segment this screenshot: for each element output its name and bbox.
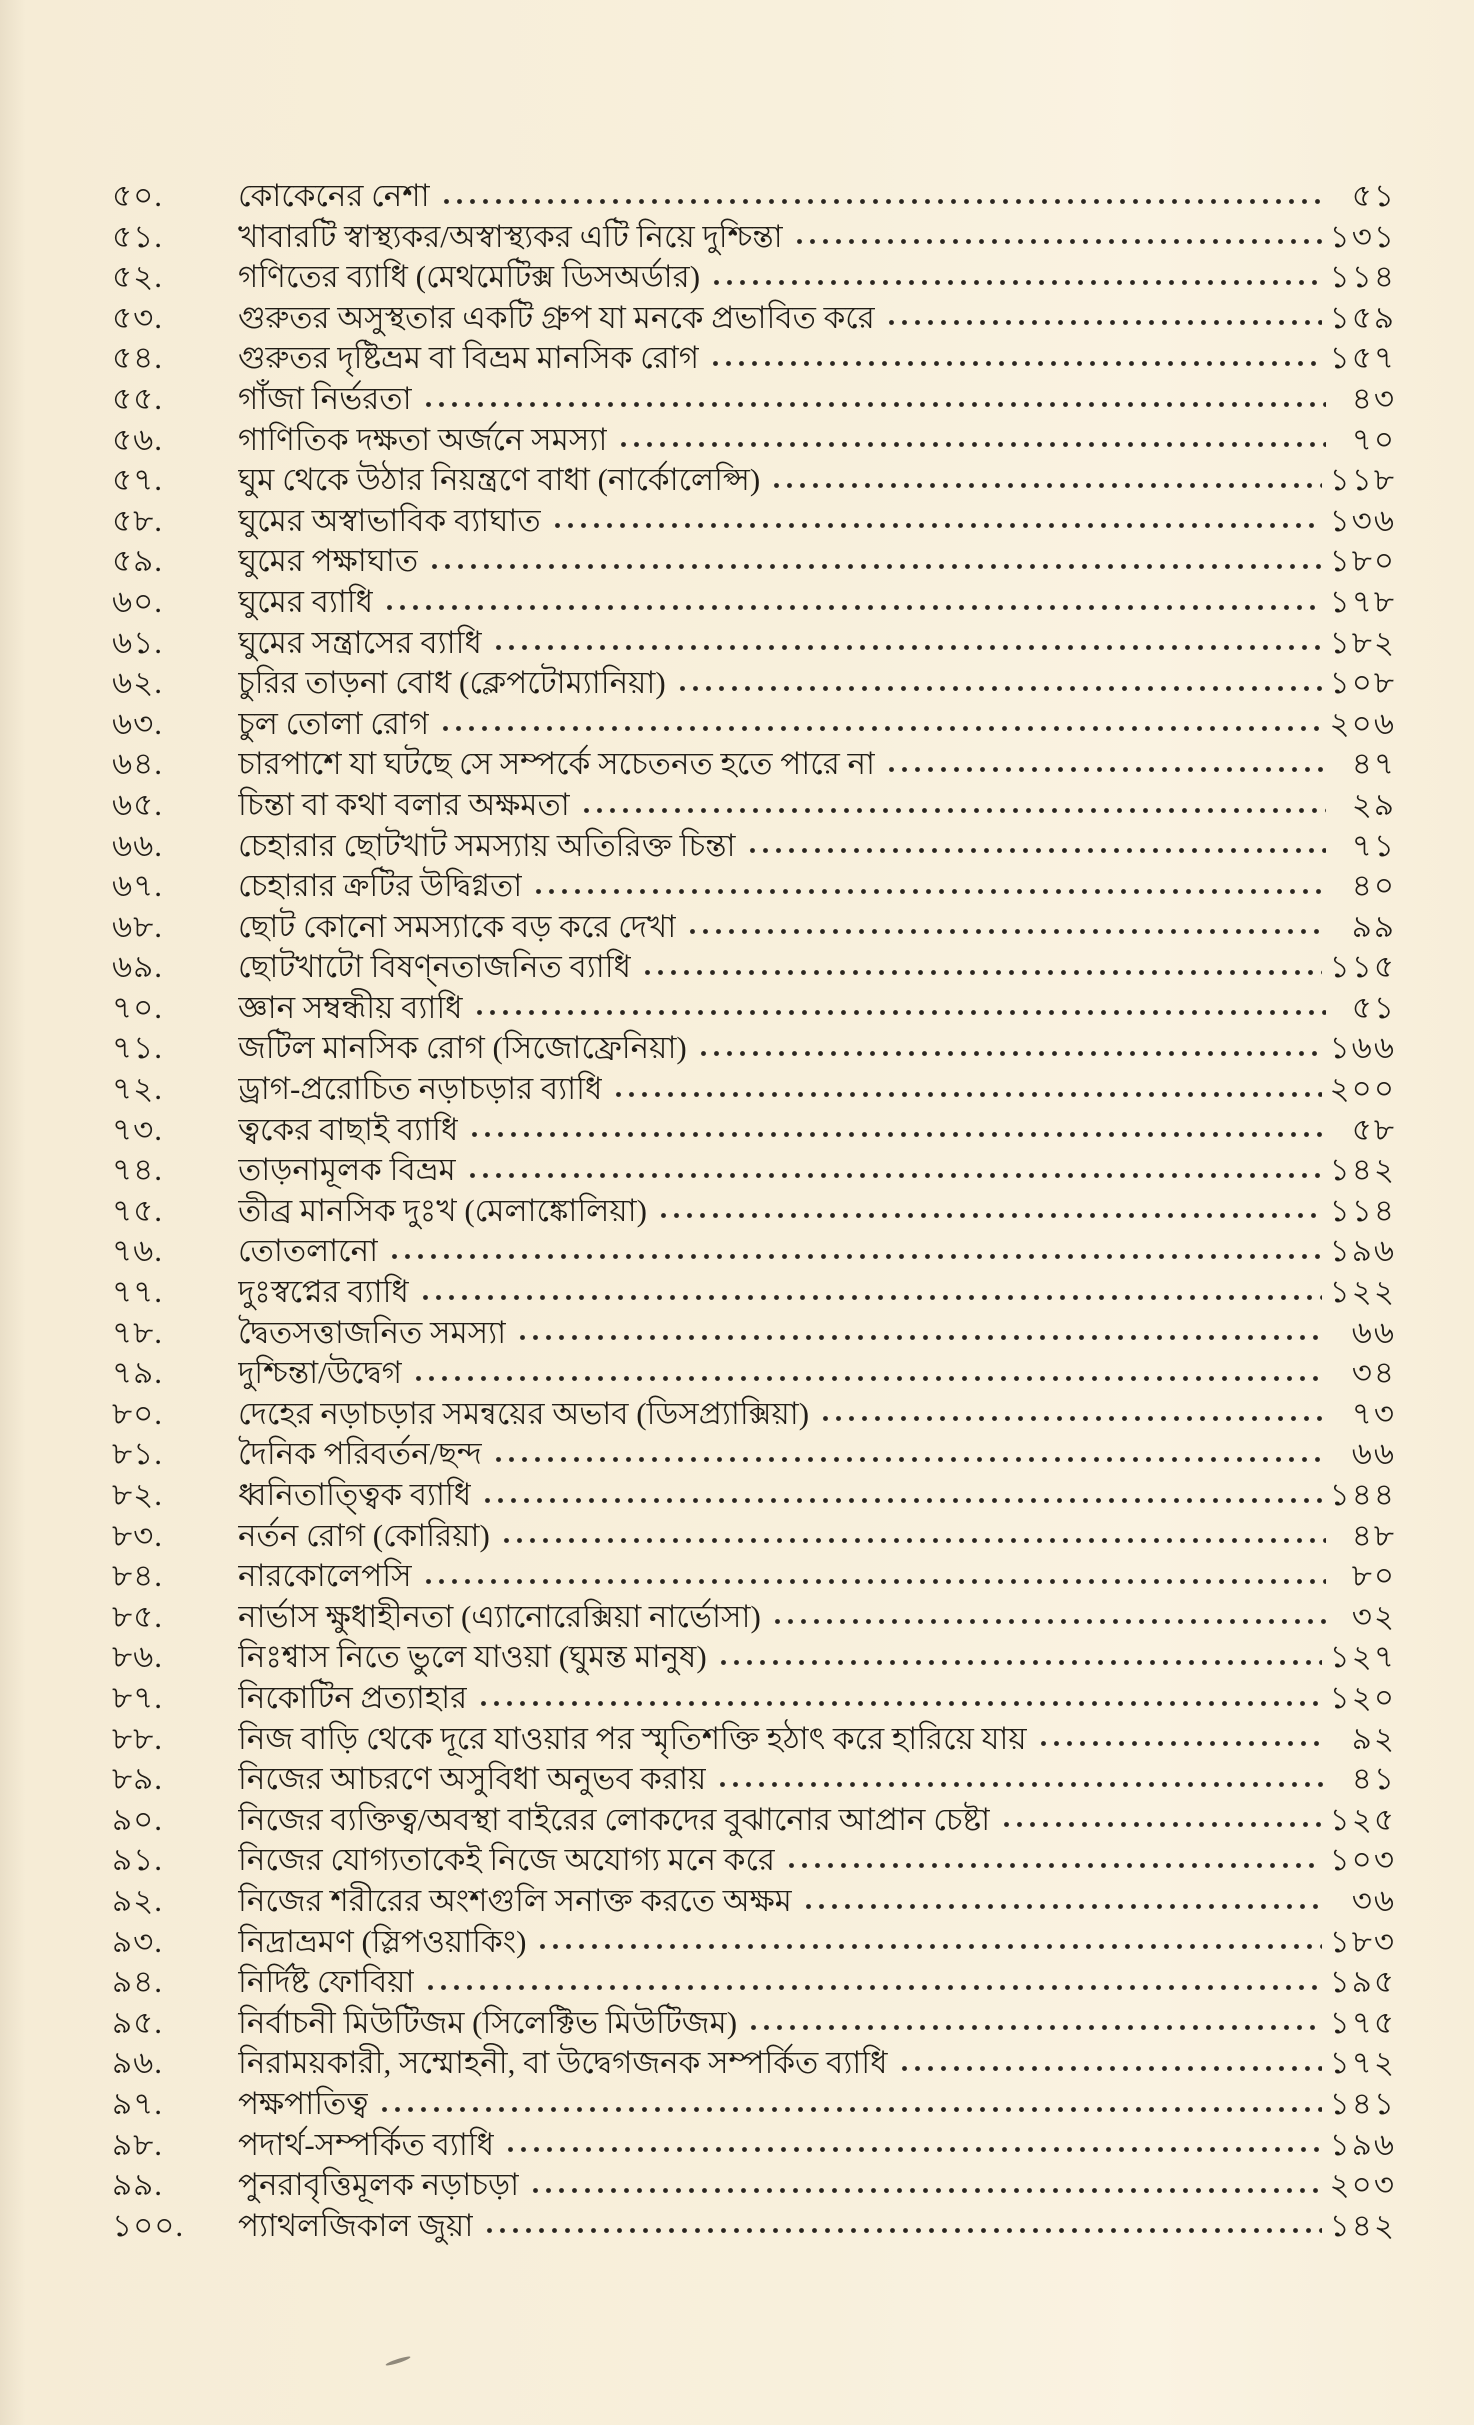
toc-entry: [112, 217, 1396, 258]
toc-entry-title: নিরাময়কারী, সম্মোহনী, বা উদ্বেগজনক সম্পর্কিত ব্যাধি: [238, 2045, 888, 2081]
toc-entry: [112, 704, 1396, 745]
toc-entry-title: নিকোটিন প্রত্যাহার: [238, 1679, 468, 1715]
toc-entry-serial: ৬৫.: [112, 786, 164, 822]
toc-entry-serial: ৭৭.: [112, 1274, 164, 1310]
dot-leader: [717, 1647, 1322, 1678]
toc-entry-serial: ৮৬.: [112, 1639, 164, 1675]
toc-entry-serial: ৭১.: [112, 1030, 164, 1066]
dot-leader: [716, 1769, 1326, 1800]
toc-entry-page-number: ১৪২: [1329, 2207, 1396, 2243]
dot-leader: [802, 1891, 1326, 1922]
toc-entry-serial: ৭৬.: [112, 1233, 164, 1269]
toc-entry: [112, 1556, 1396, 1597]
toc-entry-title: চুল তোলা রোগ: [238, 705, 430, 741]
toc-entry-title: চেহারার ছোটখাট সমস্যায় অতিরিক্ত চিন্তা: [238, 827, 736, 863]
toc-entry-serial: ৬৬.: [112, 827, 164, 863]
toc-entry: [112, 1394, 1396, 1435]
toc-entry: [112, 1759, 1396, 1800]
toc-entry: [112, 2084, 1396, 2125]
toc-entry-serial: ৭৩.: [112, 1111, 164, 1147]
toc-entry-serial: ৯১.: [112, 1842, 163, 1878]
toc-entry-serial: ৯৫.: [112, 2004, 163, 2040]
toc-entry-page-number: ৪৮: [1351, 1517, 1396, 1553]
toc-entry-page-number: ১৭২: [1329, 2045, 1396, 2081]
toc-entry: [112, 420, 1396, 461]
toc-entry-title: কোকেনের নেশা: [238, 178, 430, 213]
dot-leader: [378, 2094, 1321, 2125]
toc-entry-serial: ৫৭.: [112, 462, 164, 498]
toc-entry-page-number: ২০০: [1329, 1071, 1396, 1107]
toc-entry-serial: ৮৮.: [112, 1720, 163, 1756]
toc-entry: [112, 1516, 1396, 1557]
toc-entry-title: তোতলানো: [238, 1233, 379, 1269]
toc-entry-title: নিজের ব্যক্তিত্ব/অবস্থা বাইরের লোকদের বুঝানোর আপ্রান চেষ্টা: [238, 1801, 991, 1837]
dot-leader: [424, 1972, 1321, 2003]
toc-entry: [112, 785, 1396, 826]
toc-entry: [112, 1434, 1396, 1475]
dot-leader: [709, 348, 1322, 379]
toc-entry-title: নিদ্রাভ্রমণ (স্লিপওয়াকিং): [238, 1923, 527, 1959]
toc-entry-title: দেহের নড়াচড়ার সমন্বয়ের অভাব (ডিসপ্র্যাক্সিয়া): [238, 1395, 810, 1431]
toc-entry-page-number: ১৯৬: [1329, 1233, 1396, 1269]
toc-entry-title: গাণিতিক দক্ষতা অর্জনে সমস্যা: [238, 421, 608, 457]
toc-entry-title: নার্ভাস ক্ষুধাহীনতা (এ্যানোরেক্সিয়া নার্ভোসা): [238, 1598, 761, 1634]
dot-leader: [819, 1403, 1326, 1434]
toc-entry-page-number: ১৫৭: [1329, 340, 1396, 376]
toc-entry: [112, 1962, 1396, 2003]
dot-leader: [536, 1931, 1321, 1962]
toc-entry-serial: ৯৮.: [112, 2126, 163, 2162]
toc-entry-page-number: ১৪২: [1329, 1152, 1396, 1188]
toc-entry-title: দ্বৈতসত্তাজনিত সমস্যা: [238, 1314, 507, 1350]
toc-entry-title: গুরুতর অসুস্থতার একটি গ্রুপ যা মনকে প্রভাবিত করে: [238, 299, 875, 335]
toc-entry: [112, 582, 1396, 623]
dot-leader: [551, 510, 1322, 541]
dot-leader: [793, 226, 1322, 257]
toc-entry-serial: ৯৯.: [112, 2167, 163, 2203]
dot-leader: [428, 551, 1321, 582]
toc-entry-page-number: ৪০: [1351, 868, 1396, 904]
dot-leader: [422, 1566, 1326, 1597]
toc-entry-serial: ৬০.: [112, 583, 164, 619]
scan-smudge-mark: [385, 2355, 411, 2367]
dot-leader: [770, 470, 1321, 501]
toc-entry: [112, 2206, 1396, 2247]
toc-entry-page-number: ২৯: [1351, 786, 1396, 822]
toc-entry-page-number: ১৭৫: [1329, 2004, 1396, 2040]
toc-entry-page-number: ১৩১: [1329, 218, 1396, 254]
toc-entry-serial: ৬৩.: [112, 705, 164, 741]
toc-entry-page-number: ৩২: [1351, 1598, 1396, 1634]
toc-entry-title: নির্বাচনী মিউটিজম (সিলেক্টিভ মিউটিজম): [238, 2004, 738, 2040]
toc-entry-title: ঘুমের ব্যাধি: [238, 583, 374, 619]
toc-entry: [112, 1150, 1396, 1191]
toc-entry: [112, 2003, 1396, 2044]
toc-entry-serial: ৬২.: [112, 665, 164, 701]
toc-entry: [112, 338, 1396, 379]
toc-entry: [112, 2125, 1396, 2166]
toc-entry-serial: ৫২.: [112, 259, 164, 295]
toc-entry-page-number: ১৮৩: [1329, 1923, 1396, 1959]
toc-entry-serial: ১০০.: [112, 2207, 185, 2243]
toc-entry-page-number: ১৯৫: [1329, 1964, 1396, 2000]
toc-entry-title: ঘুমের পক্ষাঘাত: [238, 543, 419, 579]
toc-entry-serial: ৬৯.: [112, 949, 164, 985]
toc-entry-serial: ৫৪.: [112, 340, 163, 376]
toc-entry-serial: ৫৬.: [112, 421, 164, 457]
toc-entry: [112, 379, 1396, 420]
toc-entry-serial: ৫৩.: [112, 299, 164, 335]
toc-entry-page-number: ৬৬: [1351, 1314, 1396, 1350]
toc-entry-page-number: ১১৪: [1329, 1192, 1396, 1228]
toc-entry-title: ছোটখাটো বিষণ্নতাজনিত ব্যাধি: [238, 949, 631, 985]
dot-leader: [746, 835, 1326, 866]
dot-leader: [641, 957, 1322, 988]
toc-entry-page-number: ১৮২: [1329, 624, 1396, 660]
dot-leader: [483, 2215, 1321, 2246]
toc-entry-page-number: ৬৬: [1351, 1436, 1396, 1472]
toc-entry-page-number: ১১৮: [1329, 462, 1396, 498]
toc-entry: [112, 1353, 1396, 1394]
toc-entry: [112, 1231, 1396, 1272]
dot-leader: [412, 1363, 1326, 1394]
toc-entry-page-number: ৯৯: [1351, 908, 1396, 944]
toc-entry-serial: ৭০.: [112, 989, 164, 1025]
toc-entry-page-number: ৭৩: [1351, 1395, 1396, 1431]
toc-entry-page-number: ১৭৮: [1329, 583, 1396, 619]
toc-entry-title: নর্তন রোগ (কোরিয়া): [238, 1517, 490, 1553]
toc-entry-page-number: ১৬৬: [1329, 1030, 1396, 1066]
toc-entry: [112, 1597, 1396, 1638]
toc-entry: [112, 460, 1396, 501]
dot-leader: [580, 795, 1326, 826]
toc-entry-page-number: ১১৪: [1329, 259, 1396, 295]
toc-entry: [112, 663, 1396, 704]
toc-entry-title: খাবারটি স্বাস্থ্যকর/অস্বাস্থ্যকর এটি নিয়ে দুশ্চিন্তা: [238, 218, 783, 254]
toc-entry-page-number: ১৮০: [1329, 543, 1396, 579]
toc-entry-page-number: ৫৮: [1351, 1111, 1396, 1147]
toc-entry-title: নিঃশ্বাস নিতে ভুলে যাওয়া (ঘুমন্ত মানুষ): [238, 1639, 707, 1675]
toc-entry: [112, 1678, 1396, 1719]
toc-entry-title: পদার্থ-সম্পর্কিত ব্যাধি: [238, 2126, 495, 2162]
toc-entry-serial: ৯৩.: [112, 1923, 164, 1959]
dot-leader: [885, 754, 1326, 785]
toc-entry: [112, 1069, 1396, 1110]
dot-leader: [771, 1606, 1326, 1637]
toc-entry-page-number: ৫১: [1351, 989, 1396, 1025]
toc-entry-title: ছোট কোনো সমস্যাকে বড় করে দেখা: [238, 908, 677, 944]
dot-leader: [468, 1119, 1326, 1150]
toc-entry-serial: ৮৩.: [112, 1517, 164, 1553]
toc-entry-title: চুরির তাড়না বোধ (ক্লেপটোম্যানিয়া): [238, 665, 666, 701]
toc-entry-title: গাঁজা নির্ভরতা: [238, 380, 412, 416]
toc-entry-serial: ৮৪.: [112, 1558, 163, 1594]
toc-entry-title: নারকোলেপসি: [238, 1558, 412, 1594]
toc-entry: [112, 947, 1396, 988]
toc-entry-title: চেহারার ক্রটির উদ্বিগ্নতা: [238, 868, 523, 904]
toc-entry-serial: ৮৫.: [112, 1598, 163, 1634]
toc-entry-page-number: ২০৬: [1329, 705, 1396, 741]
dot-leader: [617, 429, 1326, 460]
toc-entry-page-number: ১২৭: [1329, 1639, 1396, 1675]
dot-leader: [885, 307, 1322, 338]
dot-leader: [388, 1241, 1321, 1272]
scan-edge-shadow: [0, 0, 26, 2425]
dot-leader: [686, 916, 1326, 947]
dot-leader: [481, 1485, 1321, 1516]
toc-entry-page-number: ৯২: [1351, 1720, 1396, 1756]
toc-entry-title: তীব্র মানসিক দুঃখ (মেলাঙ্কোলিয়া): [238, 1192, 647, 1228]
dot-leader: [439, 713, 1321, 744]
toc-entry-serial: ৫৯.: [112, 543, 163, 579]
toc-entry-page-number: ১৯৬: [1329, 2126, 1396, 2162]
toc-entry-serial: ৯৪.: [112, 1964, 163, 2000]
toc-entry-title: ঘুমের অস্বাভাবিক ব্যাঘাত: [238, 502, 541, 538]
toc-entry-page-number: ১২২: [1329, 1274, 1396, 1310]
toc-entry-serial: ৬১.: [112, 624, 164, 660]
toc-entry-title: নিজ বাড়ি থেকে দূরে যাওয়ার পর স্মৃতিশক্তি হঠাৎ করে হারিয়ে যায়: [238, 1720, 1027, 1756]
toc-entry-page-number: ৪৩: [1351, 380, 1396, 416]
toc-entry-serial: ৭৪.: [112, 1152, 164, 1188]
toc-entry: [112, 623, 1396, 664]
toc-entry: [112, 1272, 1396, 1313]
toc-entry: [112, 257, 1396, 298]
toc-entry-serial: ৯২.: [112, 1882, 164, 1918]
toc-entry-page-number: ৩৬: [1351, 1882, 1396, 1918]
toc-entry: [112, 1313, 1396, 1354]
toc-entry-serial: ৫০.: [112, 178, 164, 213]
toc-entry-page-number: ১৩৬: [1329, 502, 1396, 538]
toc-entry-title: নির্দিষ্ট ফোবিয়া: [238, 1964, 415, 2000]
toc-entry: [112, 907, 1396, 948]
toc-entry-title: নিজের আচরণে অসুবিধা অনুভব করায়: [238, 1761, 707, 1797]
toc-entry-serial: ৯০.: [112, 1801, 164, 1837]
toc-entry-title: ত্বকের বাছাই ব্যাধি: [238, 1111, 459, 1147]
toc-entry-title: ধ্বনিতাত্ত্বিক ব্যাধি: [238, 1477, 472, 1512]
toc-entry: [112, 1110, 1396, 1151]
toc-entry-serial: ৬৪.: [112, 746, 164, 782]
toc-entry-serial: ৯৬.: [112, 2045, 164, 2081]
dot-leader: [422, 389, 1326, 420]
toc-entry-serial: ৭২.: [112, 1071, 164, 1107]
toc-entry: [112, 988, 1396, 1029]
dot-leader: [697, 1038, 1322, 1069]
toc-entry-page-number: ১০৩: [1329, 1842, 1396, 1878]
toc-entry-title: দুঃস্বপ্নের ব্যাধি: [238, 1274, 409, 1310]
toc-entry-title: প্যাথলজিকাল জুয়া: [238, 2207, 474, 2243]
dot-leader: [440, 186, 1326, 217]
dot-leader: [785, 1850, 1322, 1881]
toc-entry-serial: ৫৮.: [112, 502, 163, 538]
toc-entry-page-number: ২০৩: [1329, 2167, 1396, 2203]
toc-entry-page-number: ৩৪: [1351, 1355, 1396, 1391]
toc-entry-page-number: ৪৭: [1351, 746, 1396, 782]
toc-entry-page-number: ১৪১: [1329, 2085, 1396, 2121]
dot-leader: [492, 632, 1322, 663]
toc-entry-title: দুশ্চিন্তা/উদ্বেগ: [238, 1355, 403, 1391]
toc-entry-page-number: ১৫৯: [1329, 299, 1396, 335]
dot-leader: [492, 1444, 1326, 1475]
toc-entry-title: ঘুম থেকে উঠার নিয়ন্ত্রণে বাধা (নার্কোলেপ্সি): [238, 462, 761, 498]
toc-entry-title: জটিল মানসিক রোগ (সিজোফ্রেনিয়া): [238, 1030, 687, 1066]
toc-entry-page-number: ১১৫: [1329, 949, 1396, 985]
dot-leader: [1000, 1809, 1322, 1840]
dot-leader: [477, 1688, 1321, 1719]
toc-entry: [112, 1922, 1396, 1963]
toc-entry: [112, 2043, 1396, 2084]
toc-entry: [112, 826, 1396, 867]
toc-entry-serial: ৮২.: [112, 1477, 164, 1512]
toc-entry-page-number: ৭১: [1351, 827, 1396, 863]
toc-entry-page-number: ৮০: [1351, 1558, 1396, 1594]
toc-entry-serial: ৬৭.: [112, 868, 164, 904]
dot-leader: [466, 1160, 1322, 1191]
toc-entry: [112, 866, 1396, 907]
toc-entry-title: গণিতের ব্যাধি (মেথমেটিক্স ডিসঅর্ডার): [238, 259, 701, 295]
toc-entry: [112, 1191, 1396, 1232]
dot-leader: [1037, 1728, 1326, 1759]
toc-entry-serial: ৭৮.: [112, 1314, 164, 1350]
toc-entry: [112, 1840, 1396, 1881]
dot-leader: [657, 1200, 1322, 1231]
toc-entry-page-number: ৪১: [1351, 1761, 1396, 1797]
toc-entry-serial: ৬৮.: [112, 908, 164, 944]
toc-entry-page-number: ৫১: [1351, 178, 1396, 213]
toc-entry-serial: ৫১.: [112, 218, 163, 254]
toc-entry-page-number: ১৪৪: [1329, 1477, 1396, 1512]
toc-entry-page-number: ৭০: [1351, 421, 1396, 457]
dot-leader: [747, 2012, 1322, 2043]
toc-entry-serial: ৮১.: [112, 1436, 163, 1472]
dot-leader: [516, 1322, 1326, 1353]
toc-entry: [112, 1637, 1396, 1678]
dot-leader: [898, 2053, 1322, 2084]
toc-entry: [112, 1028, 1396, 1069]
dot-leader: [473, 997, 1326, 1028]
toc-entry-serial: ৮৯.: [112, 1761, 163, 1797]
toc-entry-serial: ৮০.: [112, 1395, 164, 1431]
dot-leader: [383, 592, 1322, 623]
toc-entry: [112, 298, 1396, 339]
dot-leader: [710, 267, 1322, 298]
toc-entry: [112, 1475, 1396, 1516]
toc-entry-title: গুরুতর দৃষ্টিভ্রম বা বিভ্রম মানসিক রোগ: [238, 340, 700, 376]
toc-entry: [112, 1881, 1396, 1922]
toc-entry-title: ঘুমের সন্ত্রাসের ব্যাধি: [238, 624, 482, 660]
toc-entry-serial: ৮৭.: [112, 1679, 164, 1715]
toc-entry-title: জ্ঞান সম্বন্ধীয় ব্যাধি: [238, 989, 463, 1025]
toc-entry: [112, 1719, 1396, 1760]
dot-leader: [419, 1282, 1322, 1313]
toc-entry-title: ড্রাগ-প্ররোচিত নড়াচড়ার ব্যাধি: [238, 1071, 603, 1107]
toc-entry-title: দৈনিক পরিবর্তন/ছন্দ: [238, 1436, 482, 1472]
toc-entry: [112, 501, 1396, 542]
toc-entry-serial: ৯৭.: [112, 2085, 164, 2121]
toc-entry-page-number: ১০৮: [1329, 665, 1396, 701]
toc-entry: [112, 176, 1396, 217]
toc-entry-title: নিজের শরীরের অংশগুলি সনাক্ত করতে অক্ষম: [238, 1882, 792, 1918]
table-of-contents: [112, 176, 1396, 2246]
toc-entry-serial: ৭৯.: [112, 1355, 164, 1391]
dot-leader: [529, 2175, 1321, 2206]
toc-entry-page-number: ১২০: [1329, 1679, 1396, 1715]
toc-entry-title: চারপাশে যা ঘটছে সে সম্পর্কে সচেতনত হতে পারে না: [238, 746, 876, 782]
dot-leader: [504, 2134, 1321, 2165]
dot-leader: [532, 876, 1326, 907]
dot-leader: [500, 1525, 1326, 1556]
toc-entry-serial: ৭৫.: [112, 1192, 164, 1228]
toc-entry-title: পক্ষপাতিত্ব: [238, 2085, 369, 2121]
dot-leader: [612, 1079, 1321, 1110]
toc-entry: [112, 1800, 1396, 1841]
toc-entry: [112, 541, 1396, 582]
toc-entry: [112, 2165, 1396, 2206]
toc-entry-title: পুনরাবৃত্তিমূলক নড়াচড়া: [238, 2167, 520, 2203]
toc-entry: [112, 744, 1396, 785]
toc-entry-page-number: ১২৫: [1329, 1801, 1396, 1837]
toc-entry-title: তাড়নামূলক বিভ্রম: [238, 1152, 456, 1188]
dot-leader: [676, 673, 1322, 704]
toc-entry-title: চিন্তা বা কথা বলার অক্ষমতা: [238, 786, 570, 822]
toc-entry-serial: ৫৫.: [112, 380, 163, 416]
toc-entry-title: নিজের যোগ্যতাকেই নিজে অযোগ্য মনে করে: [238, 1842, 776, 1878]
